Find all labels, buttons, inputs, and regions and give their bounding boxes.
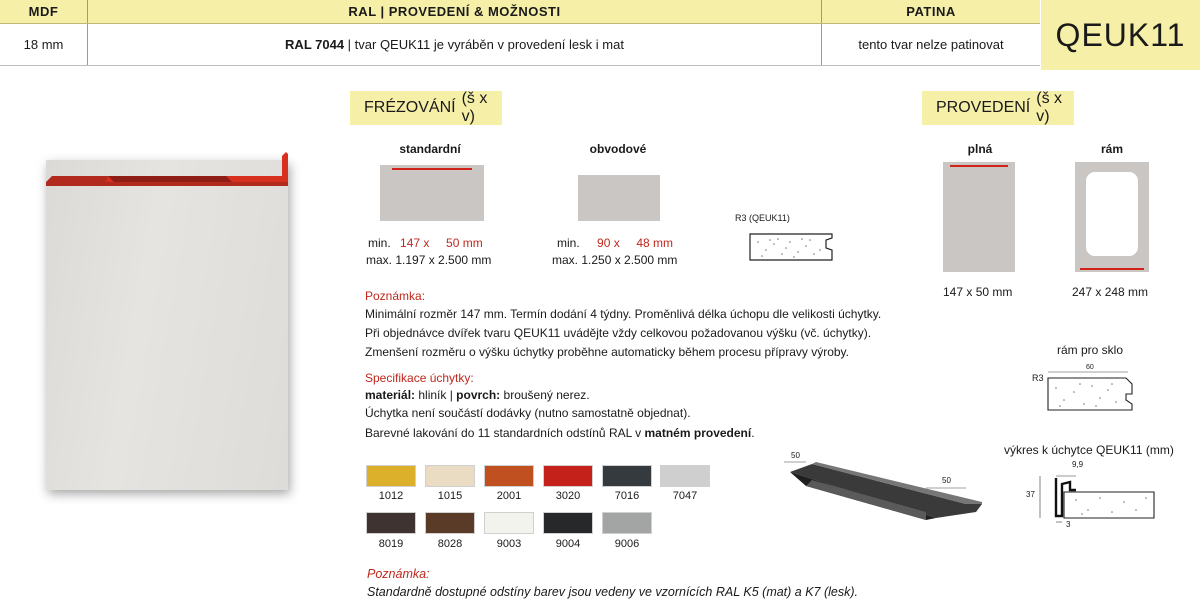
- contour-max: max. 1.250 x 2.500 mm: [552, 253, 678, 267]
- drawing-3-label: 3: [1066, 520, 1071, 529]
- color-swatch-code: 8028: [437, 538, 463, 550]
- header-patina-title: PATINA: [906, 4, 956, 19]
- spec-line-2: Úchytka není součástí dodávky (nutno samostatně objednat).: [365, 406, 691, 420]
- spec-surface-label: povrch:: [456, 388, 501, 402]
- drawing-37-label: 37: [1026, 490, 1035, 499]
- spec-material-value: hliník |: [415, 388, 457, 402]
- spec-material-line: [365, 386, 590, 405]
- header-mdf-value: 18 mm: [0, 24, 88, 65]
- spec-line-3: [365, 424, 755, 443]
- glass-frame-label: rám pro sklo: [1057, 343, 1124, 357]
- note2-text: Standardně dostupné odstíny barev jsou vedeny ve vzornících RAL K5 (mat) a K7 (lesk).: [367, 585, 859, 599]
- contour-label: obvodové: [589, 142, 647, 156]
- color-swatch-code: 7047: [672, 490, 698, 502]
- handle-section-drawing: [1036, 468, 1158, 526]
- spec-surface-value: broušený nerez.: [500, 388, 590, 402]
- standard-min-value: 147 x 50 mm: [400, 236, 483, 250]
- note1-line-1: Minimální rozměr 147 mm. Termín dodání 4 týdny. Proměnlivá délka úchopu dle velikosti úchytky.: [365, 307, 882, 321]
- milling-dims: (š x v): [461, 90, 488, 125]
- color-swatch: [425, 465, 475, 487]
- color-swatch: [425, 512, 475, 534]
- color-swatch-code: 1015: [437, 490, 463, 502]
- finish-title: [922, 91, 1074, 125]
- color-swatch: [602, 465, 652, 487]
- color-swatch-code: 9003: [496, 538, 522, 550]
- color-swatch: [602, 512, 652, 534]
- contour-min-prefix: min.: [557, 236, 580, 250]
- color-swatch-code: 1012: [378, 490, 404, 502]
- color-swatch: [484, 465, 534, 487]
- door-handle-icon: [46, 152, 288, 186]
- header-ral-value: [88, 24, 822, 65]
- color-swatch: [543, 465, 593, 487]
- solid-label: plná: [967, 142, 993, 156]
- header-title-row: [0, 0, 1040, 24]
- handle-dim-b: 50: [942, 476, 951, 485]
- color-swatch-code: 3020: [555, 490, 581, 502]
- frame-opening: [1086, 172, 1138, 256]
- product-code: QEUK11: [1041, 0, 1200, 70]
- solid-mill-line: [950, 165, 1008, 167]
- contour-panel: [578, 175, 660, 221]
- profile-label: R3 (QEUK11): [735, 213, 790, 223]
- note1-line-2: Při objednávce dvířek tvaru QEUK11 uvádějte vždy celkovou požadovanou výšku (vč. úchytky).: [365, 326, 872, 340]
- spec-line3-prefix: Barevné lakování do 11 standardních odstínů RAL v: [365, 426, 645, 440]
- drawing-label: výkres k úchytce QEUK11 (mm): [1004, 443, 1174, 457]
- milling-title: [350, 91, 502, 125]
- spec-line3-bold: matném provedení: [644, 426, 752, 440]
- color-swatch: [660, 465, 710, 487]
- glass-r3-label: R3: [1032, 373, 1044, 383]
- spec-material-label: materiál:: [365, 388, 416, 402]
- finish-title-text: PROVEDENÍ: [936, 99, 1031, 116]
- header-patina-value: tento tvar nelze patinovat: [858, 37, 1004, 52]
- color-swatch-code: 8019: [378, 538, 404, 550]
- color-swatch: [366, 512, 416, 534]
- finish-dims: (š x v): [1036, 90, 1063, 125]
- door-illustration: [46, 160, 288, 490]
- ral-code: RAL 7044: [285, 37, 345, 52]
- note1-line-3: Zmenšení rozměru o výšku úchytky proběhne automaticky během procesu přípravy výroby.: [365, 345, 849, 359]
- color-swatch-code: 7016: [614, 490, 640, 502]
- standard-mill-line: [392, 168, 472, 170]
- handle-product-icon: [776, 450, 990, 526]
- spec-title: Specifikace úchytky:: [365, 371, 474, 385]
- ral-description: | tvar QEUK11 je vyráběn v provedení lesk i mat: [344, 37, 624, 52]
- glass-frame-drawing: [1044, 370, 1140, 416]
- frame-label: rám: [1100, 142, 1123, 156]
- drawing-99-label: 9,9: [1072, 460, 1084, 469]
- color-swatch: [543, 512, 593, 534]
- standard-label: standardní: [399, 142, 461, 156]
- solid-size: 147 x 50 mm: [943, 285, 1013, 299]
- spec-line3-suffix: .: [751, 426, 755, 440]
- standard-min-prefix: min.: [368, 236, 391, 250]
- glass-60-label: 60: [1086, 364, 1094, 371]
- frame-size: 247 x 248 mm: [1072, 285, 1149, 299]
- header-ral-title: RAL | PROVEDENÍ & MOŽNOSTI: [88, 0, 822, 23]
- standard-panel: [380, 165, 484, 221]
- milling-title-text: FRÉZOVÁNÍ: [364, 99, 456, 116]
- standard-max: max. 1.197 x 2.500 mm: [366, 253, 492, 267]
- color-swatch-code: 9004: [555, 538, 581, 550]
- profile-drawing: [748, 228, 840, 264]
- color-swatch-code: 9006: [614, 538, 640, 550]
- header-mdf-title: MDF: [0, 0, 88, 23]
- solid-panel: [943, 162, 1015, 272]
- frame-mill-line: [1080, 268, 1144, 270]
- color-swatch: [484, 512, 534, 534]
- note2-title: Poznámka:: [367, 567, 430, 581]
- contour-min-value: 90 x 48 mm: [597, 236, 674, 250]
- color-swatch: [366, 465, 416, 487]
- color-swatch-code: 2001: [496, 490, 522, 502]
- handle-dim-a: 50: [791, 451, 800, 460]
- header-value-row: [0, 24, 1040, 66]
- note1-title: Poznámka:: [365, 289, 426, 303]
